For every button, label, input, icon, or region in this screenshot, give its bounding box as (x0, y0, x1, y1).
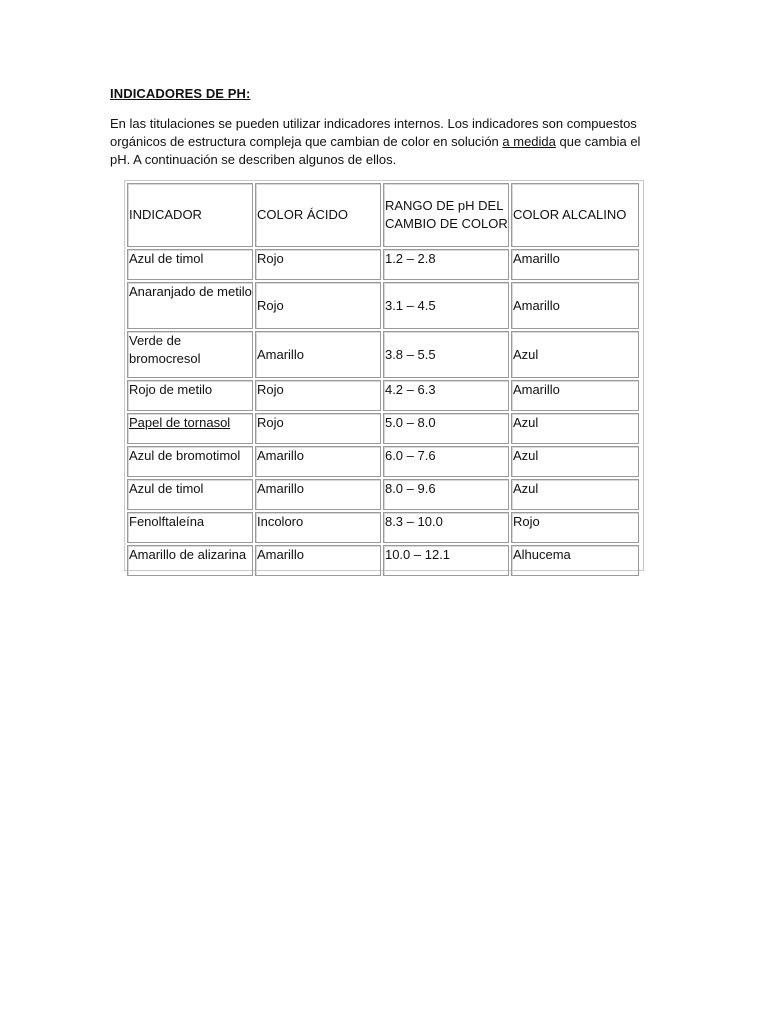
cell-rango-ph: 6.0 – 7.6 (383, 446, 509, 477)
table-row (127, 512, 639, 543)
header-rango-ph: RANGO DE pH DEL CAMBIO DE COLOR (383, 183, 509, 247)
cell-indicador (127, 413, 253, 444)
table-row (127, 249, 639, 280)
indicators-table-frame (124, 180, 644, 571)
cell-rango-ph: 1.2 – 2.8 (383, 249, 509, 280)
intro-paragraph (110, 115, 650, 169)
table-row (127, 413, 639, 444)
cell-rango-ph: 8.3 – 10.0 (383, 512, 509, 543)
table-header-row (127, 183, 639, 247)
cell-rango-ph: 3.8 – 5.5 (383, 331, 509, 378)
cell-indicador: Fenolftaleína (127, 512, 253, 543)
cell-color-alcalino: Amarillo (511, 380, 639, 411)
cell-color-acido: Amarillo (255, 545, 381, 576)
header-color-alcalino: COLOR ALCALINO (511, 183, 639, 247)
indicators-table (125, 181, 641, 578)
cell-color-alcalino: Amarillo (511, 249, 639, 280)
cell-color-acido: Rojo (255, 282, 381, 329)
cell-rango-ph: 5.0 – 8.0 (383, 413, 509, 444)
cell-indicador: Anaranjado de metilo (127, 282, 253, 329)
cell-color-alcalino: Azul (511, 413, 639, 444)
header-color-acido: COLOR ÁCIDO (255, 183, 381, 247)
intro-link-a-medida[interactable]: a medida (502, 134, 556, 149)
cell-rango-ph: 10.0 – 12.1 (383, 545, 509, 576)
cell-color-acido: Amarillo (255, 479, 381, 510)
cell-rango-ph: 3.1 – 4.5 (383, 282, 509, 329)
cell-rango-ph: 4.2 – 6.3 (383, 380, 509, 411)
table-row (127, 446, 639, 477)
cell-color-alcalino: Rojo (511, 512, 639, 543)
papel-de-tornasol-link[interactable]: Papel de tornasol (129, 415, 231, 430)
cell-color-acido: Amarillo (255, 331, 381, 378)
cell-color-acido: Rojo (255, 413, 381, 444)
cell-color-acido: Amarillo (255, 446, 381, 477)
cell-color-alcalino: Alhucema (511, 545, 639, 576)
table-row (127, 380, 639, 411)
cell-indicador: Amarillo de alizarina (127, 545, 253, 576)
table-row (127, 282, 639, 329)
cell-color-acido: Incoloro (255, 512, 381, 543)
cell-color-acido: Rojo (255, 249, 381, 280)
intro-text-2: que cambia el pH. A continuación se describen algunos de ellos. (110, 134, 641, 167)
cell-indicador: Azul de timol (127, 249, 253, 280)
cell-indicador: Verde de bromocresol (127, 331, 253, 378)
header-indicador: INDICADOR (127, 183, 253, 247)
page-title: INDICADORES DE PH: (110, 86, 251, 101)
cell-color-alcalino: Amarillo (511, 282, 639, 329)
cell-color-alcalino: Azul (511, 479, 639, 510)
cell-color-alcalino: Azul (511, 331, 639, 378)
table-row (127, 545, 639, 576)
cell-indicador: Rojo de metilo (127, 380, 253, 411)
table-row (127, 331, 639, 378)
intro-text-1: En las titulaciones se pueden utilizar indicadores internos. Los indicadores son compuestos orgánicos de estructura compleja que cambian de color en solución (110, 116, 637, 149)
cell-rango-ph: 8.0 – 9.6 (383, 479, 509, 510)
table-row (127, 479, 639, 510)
cell-color-acido: Rojo (255, 380, 381, 411)
cell-indicador: Azul de timol (127, 479, 253, 510)
cell-color-alcalino: Azul (511, 446, 639, 477)
cell-indicador: Azul de bromotimol (127, 446, 253, 477)
